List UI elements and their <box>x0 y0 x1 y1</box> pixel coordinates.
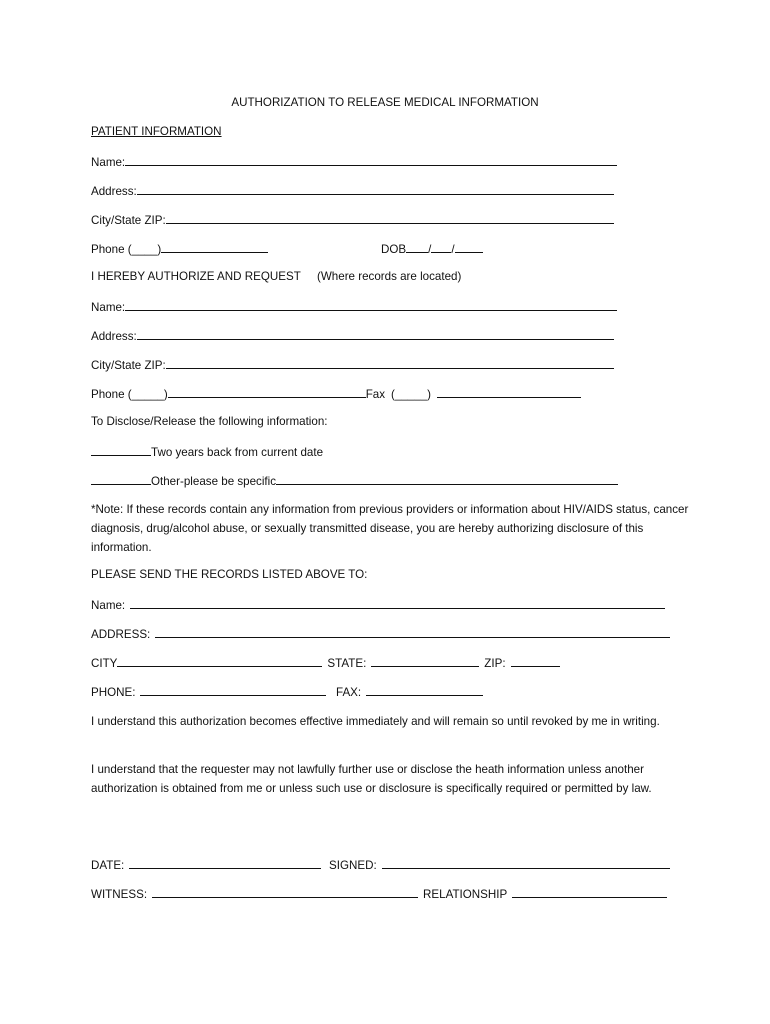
patient-phone-label: Phone <box>91 243 125 256</box>
relationship-label: RELATIONSHIP <box>423 888 508 901</box>
send-address-row <box>91 625 670 642</box>
provider-city-field[interactable] <box>166 356 614 369</box>
patient-city-field[interactable] <box>166 211 614 224</box>
two-years-check-field[interactable] <box>91 443 151 456</box>
witness-label: WITNESS: <box>91 888 148 901</box>
relationship-field[interactable] <box>512 885 667 898</box>
patient-address-row <box>91 182 614 199</box>
send-phone-field[interactable] <box>140 683 326 696</box>
provider-city-row <box>91 356 614 373</box>
effective-statement: I understand this authorization becomes effective immediately and will remain so until revoked by me in writing. <box>91 715 660 728</box>
send-zip-label: ZIP: <box>484 657 506 670</box>
provider-phone-label[interactable]: Phone (_____) <box>91 388 168 401</box>
send-heading: PLEASE SEND THE RECORDS LISTED ABOVE TO: <box>91 568 368 581</box>
provider-address-field[interactable] <box>137 327 614 340</box>
provider-address-row <box>91 327 614 344</box>
patient-info-heading: PATIENT INFORMATION <box>91 125 222 138</box>
patient-city-label: City/State ZIP: <box>91 214 166 227</box>
date-label: DATE: <box>91 859 125 872</box>
provider-name-row <box>91 298 617 315</box>
send-name-row <box>91 596 665 613</box>
signed-label: SIGNED: <box>329 859 377 872</box>
send-fax-field[interactable] <box>366 683 483 696</box>
provider-name-field[interactable] <box>125 298 617 311</box>
signature-field[interactable] <box>382 856 670 869</box>
provider-fax-field[interactable] <box>437 385 581 398</box>
authorize-label: I HEREBY AUTHORIZE AND REQUEST <box>91 270 301 283</box>
send-phone-row <box>91 683 326 700</box>
patient-dob-row <box>381 240 483 257</box>
provider-address-label: Address: <box>91 330 137 343</box>
dob-day-field[interactable] <box>431 240 451 253</box>
provider-fax-areacode[interactable]: (_____) <box>391 388 432 401</box>
provider-name-label: Name: <box>91 301 126 314</box>
send-city-label: CITY <box>91 657 118 670</box>
authorize-note: (Where records are located) <box>317 270 462 283</box>
provider-city-label: City/State ZIP: <box>91 359 166 372</box>
provider-fax-label: Fax <box>365 388 386 401</box>
send-name-label: Name: <box>91 599 126 612</box>
patient-name-label: Name: <box>91 156 126 169</box>
other-check-field[interactable] <box>91 472 151 485</box>
patient-phone-areacode[interactable]: (____) <box>127 243 162 256</box>
redisclosure-statement: I understand that the requester may not lawfully further use or disclose the heath information unless another authorization is obtained from me or unless such use or disclosure is specifically required or permitted by law. <box>91 763 652 795</box>
send-address-field[interactable] <box>155 625 670 638</box>
dob-slash-2: / <box>451 243 455 256</box>
patient-phone-field[interactable] <box>161 240 268 253</box>
patient-name-row <box>91 153 617 170</box>
note-paragraph: *Note: If these records contain any information from previous providers or information about HIV/AIDS status, cancer diagnosis, drug/alcohol abuse, or sexually transmitted disease, you are hereby authorizing disclosure of this information. <box>91 503 689 554</box>
send-name-field[interactable] <box>130 596 665 609</box>
send-address-label: ADDRESS: <box>91 628 151 641</box>
send-city-row <box>91 654 560 671</box>
witness-field[interactable] <box>152 885 418 898</box>
other-specify-field[interactable] <box>276 472 618 485</box>
other-label: Other-please be specific <box>151 475 277 488</box>
patient-dob-label: DOB <box>381 243 407 256</box>
date-row <box>91 856 321 873</box>
disclose-option-two-years <box>91 443 323 460</box>
send-state-field[interactable] <box>371 654 479 667</box>
patient-address-label: Address: <box>91 185 137 198</box>
two-years-label: Two years back from current date <box>151 446 324 459</box>
send-phone-label: PHONE: <box>91 686 136 699</box>
witness-row <box>91 885 667 902</box>
disclose-option-other <box>91 472 618 489</box>
send-fax-label: FAX: <box>336 686 362 699</box>
send-fax-row <box>336 683 483 700</box>
patient-city-row <box>91 211 614 228</box>
patient-name-field[interactable] <box>125 153 617 166</box>
dob-year-field[interactable] <box>455 240 483 253</box>
patient-phone-row <box>91 240 268 257</box>
provider-phone-row <box>91 385 581 402</box>
dob-month-field[interactable] <box>406 240 428 253</box>
dob-slash-1: / <box>428 243 432 256</box>
send-state-label: STATE: <box>327 657 367 670</box>
disclose-heading: To Disclose/Release the following information: <box>91 415 328 428</box>
provider-phone-field[interactable] <box>168 385 366 398</box>
patient-address-field[interactable] <box>137 182 614 195</box>
send-city-field[interactable] <box>117 654 322 667</box>
form-title: AUTHORIZATION TO RELEASE MEDICAL INFORMATION <box>231 96 539 109</box>
date-field[interactable] <box>129 856 321 869</box>
send-zip-field[interactable] <box>511 654 560 667</box>
signed-row <box>329 856 670 873</box>
